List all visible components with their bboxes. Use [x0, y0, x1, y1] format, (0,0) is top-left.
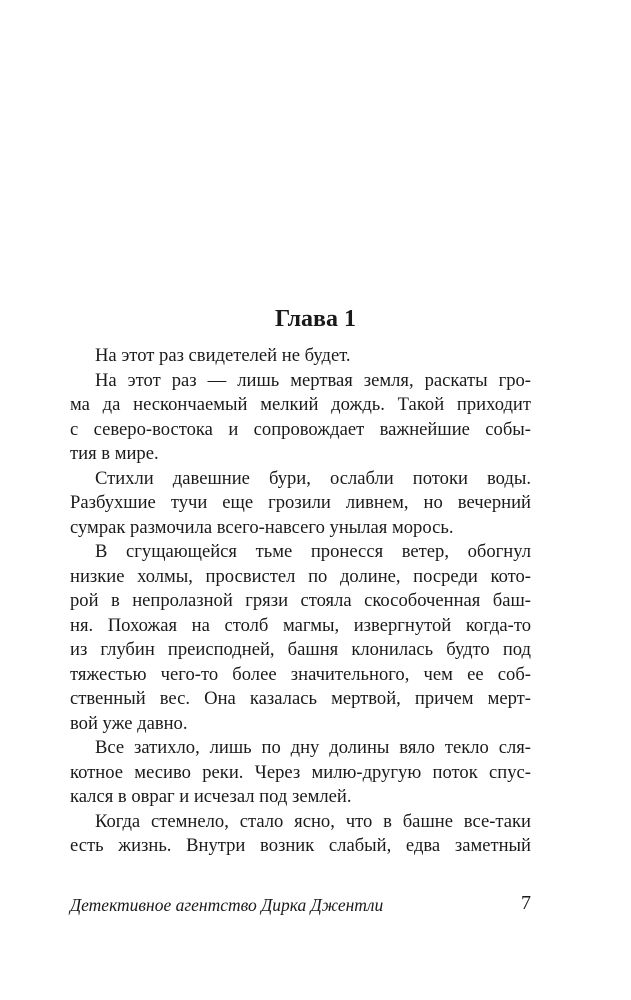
text-line: рой в непролазной грязи стояла скособоченная баш- — [70, 590, 531, 611]
text-line: из глубин преисподней, башня клонилась будто под — [70, 639, 531, 660]
text-line: с северо-востока и сопровождает важнейшие собы- — [70, 418, 531, 440]
chapter-title: Глава 1 — [275, 306, 356, 332]
text-line: ственный вес. Она казалась мертвой, причем мерт- — [70, 688, 531, 709]
text-line: В сгущающейся тьме пронесся ветер, обогнул — [95, 541, 531, 562]
text-line: котное месиво реки. Через милю-другую поток спус- — [70, 761, 531, 783]
text-line: Разбухшие тучи еще грозили ливнем, но вечерний — [70, 492, 531, 513]
text-line: тяжестью чего-то более значительного, чем ее соб- — [70, 663, 531, 685]
text-line: На этот раз — лишь мертвая земля, раскаты гро- — [95, 369, 531, 391]
text-line: кался в овраг и исчезал под землей. — [70, 786, 352, 807]
text-line: сумрак размочила всего-навсего унылая морось. — [70, 516, 454, 538]
text-line: Стихли давешние бури, ослабли потоки воды. — [95, 467, 531, 489]
page-number: 7 — [521, 892, 531, 914]
text-line: Все затихло, лишь по дну долины вяло текло сля- — [95, 737, 531, 758]
text-line: вой уже давно. — [70, 712, 188, 734]
chapter-text — [70, 344, 531, 859]
text-line: низкие холмы, просвистел по долине, посреди кото- — [70, 565, 531, 587]
text-line: есть жизнь. Внутри возник слабый, едва заметный — [70, 835, 531, 856]
text-line: Когда стемнело, стало ясно, что в башне все-таки — [95, 810, 531, 832]
text-line: На этот раз свидетелей не будет. — [95, 345, 351, 366]
text-line: ма да нескончаемый мелкий дождь. Такой приходит — [70, 394, 531, 415]
text-line: ня. Похожая на столб магмы, извергнутой когда-то — [70, 614, 531, 636]
text-line: тия в мире. — [70, 443, 159, 464]
running-footer-title: Детективное агентство Дирка Джентли — [70, 895, 384, 915]
